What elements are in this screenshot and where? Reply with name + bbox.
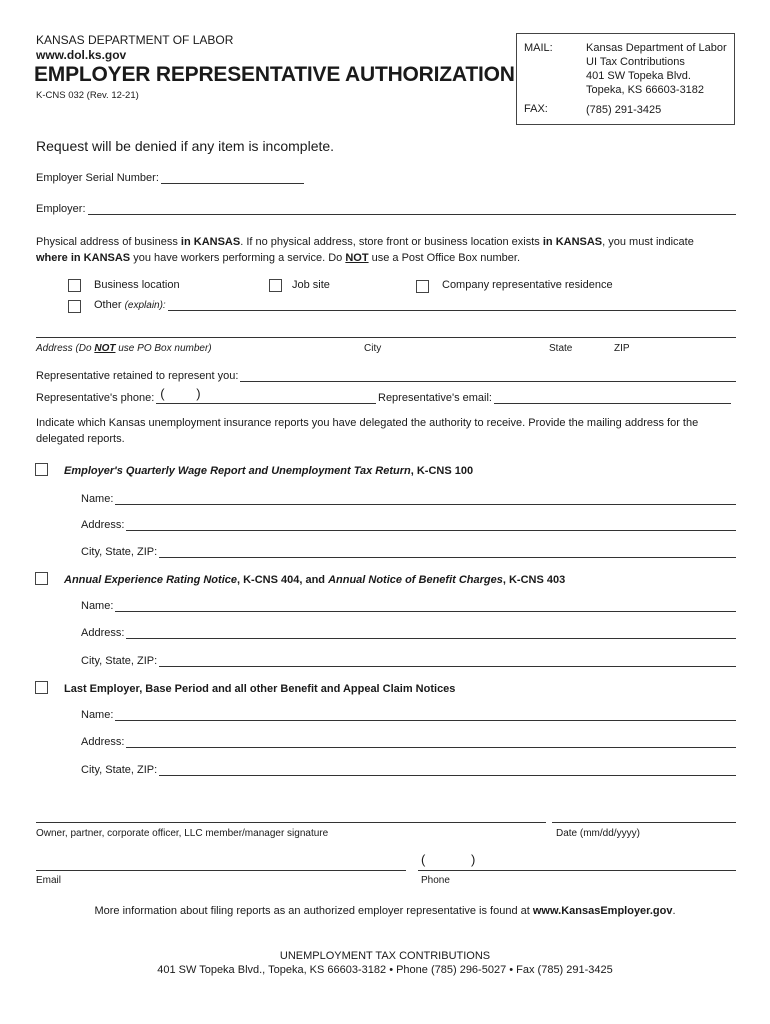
mail-box: [516, 33, 735, 125]
rep-phone-input-line[interactable]: ( ): [156, 392, 376, 404]
business-location-label: Business location: [94, 279, 180, 291]
s1-city-row: City, State, ZIP:: [81, 546, 736, 558]
representative-input-line[interactable]: [240, 370, 736, 382]
s2-city-row: City, State, ZIP:: [81, 655, 736, 667]
physical-address-instructions: Physical address of business in KANSAS. If no physical address, store front or business location exists in KANSAS, you must indicate where in KANSAS you have workers performing a service. Do NOT use a Post Office Box number.: [36, 236, 694, 264]
s3-address-row: Address:: [81, 736, 736, 748]
serial-row: [36, 172, 304, 184]
rep-phone-row: [36, 386, 376, 404]
s2-city-input-line[interactable]: [159, 655, 736, 667]
s1-name-input-line[interactable]: [115, 493, 736, 505]
s2-name-input-line[interactable]: [115, 600, 736, 612]
delegation-instructions: Indicate which Kansas unemployment insurance reports you have delegated the authority to receive. Provide the mailing address for the delegated reports.: [36, 417, 699, 445]
employer-label: Employer:: [36, 203, 86, 215]
phone-caption: Phone: [421, 875, 450, 886]
s1-address-input-line[interactable]: [126, 519, 736, 531]
employer-row: [36, 203, 736, 215]
date-input-line[interactable]: [552, 822, 736, 823]
kansas-employer-link[interactable]: www.KansasEmployer.gov: [532, 905, 673, 917]
fax-label: FAX:: [524, 103, 548, 115]
quarterly-wage-report-checkbox[interactable]: [35, 463, 48, 476]
job-site-label: Job site: [292, 279, 330, 291]
business-location-checkbox[interactable]: [68, 279, 81, 292]
explain-label: (explain):: [124, 300, 166, 311]
state-caption: State: [549, 343, 573, 354]
footer-contact: 401 SW Topeka Blvd., Topeka, KS 66603-3182 • Phone (785) 296-5027 • Fax (785) 291-3425: [157, 964, 613, 976]
zip-caption: ZIP: [614, 343, 630, 354]
employer-input-line[interactable]: [88, 203, 736, 215]
job-site-checkbox[interactable]: [269, 279, 282, 292]
s2-name-row: Name:: [81, 600, 736, 612]
signature-input-line[interactable]: [36, 822, 546, 823]
fax-number: (785) 291-3425: [586, 104, 662, 116]
mail-line-4: Topeka, KS 66603-3182: [586, 84, 705, 96]
other-label: Other: [94, 299, 122, 311]
rep-phone-label: Representative's phone:: [36, 392, 155, 404]
phone-input-line[interactable]: [418, 870, 736, 871]
representative-label: Representative retained to represent you:: [36, 370, 239, 382]
incomplete-warning: Request will be denied if any item is incomplete.: [36, 138, 335, 154]
residence-checkbox[interactable]: [416, 280, 429, 293]
other-explain-input-line[interactable]: [168, 299, 736, 311]
residence-label: Company representative residence: [442, 279, 613, 291]
s3-city-row: City, State, ZIP:: [81, 764, 736, 776]
s2-address-row: Address:: [81, 627, 736, 639]
agency-website: www.dol.ks.gov: [36, 48, 127, 62]
experience-rating-title: Annual Experience Rating Notice, K-CNS 404, and Annual Notice of Benefit Charges, K-CNS 403: [64, 574, 566, 586]
s1-address-row: Address:: [81, 519, 736, 531]
mail-label: MAIL:: [524, 42, 553, 54]
address-caption: Address (Do NOT use PO Box number): [36, 343, 212, 354]
serial-input-line[interactable]: [161, 172, 304, 184]
other-row: [94, 299, 736, 311]
phone-area-close-paren: ): [471, 852, 476, 867]
email-input-line[interactable]: [36, 870, 406, 871]
phone-area-open-paren: (: [421, 852, 426, 867]
email-caption: Email: [36, 875, 62, 886]
mail-line-3: 401 SW Topeka Blvd.: [586, 70, 691, 82]
benefit-claim-notices-title: Last Employer, Base Period and all other Benefit and Appeal Claim Notices: [64, 683, 456, 695]
other-checkbox[interactable]: [68, 300, 81, 313]
form-number: K-CNS 032 (Rev. 12-21): [36, 90, 139, 101]
s1-city-input-line[interactable]: [159, 546, 736, 558]
form-title: EMPLOYER REPRESENTATIVE AUTHORIZATION: [34, 63, 515, 86]
signature-caption: Owner, partner, corporate officer, LLC member/manager signature: [36, 828, 329, 839]
s3-name-row: Name:: [81, 709, 736, 721]
mail-line-1: Kansas Department of Labor: [586, 42, 727, 54]
footer-division: UNEMPLOYMENT TAX CONTRIBUTIONS: [279, 950, 491, 962]
experience-rating-checkbox[interactable]: [35, 572, 48, 585]
s1-name-row: Name:: [81, 493, 736, 505]
quarterly-wage-report-title: Employer's Quarterly Wage Report and Unemployment Tax Return, K-CNS 100: [64, 465, 474, 477]
mail-line-2: UI Tax Contributions: [586, 56, 685, 68]
benefit-claim-notices-checkbox[interactable]: [35, 681, 48, 694]
s2-address-input-line[interactable]: [126, 627, 736, 639]
date-caption: Date (mm/dd/yyyy): [556, 828, 640, 839]
serial-label: Employer Serial Number:: [36, 172, 159, 184]
city-caption: City: [364, 343, 382, 354]
representative-row: [36, 370, 736, 382]
s3-city-input-line[interactable]: [159, 764, 736, 776]
rep-email-label: Representative's email:: [378, 392, 492, 404]
s3-name-input-line[interactable]: [115, 709, 736, 721]
more-info-text: More information about filing reports as an authorized employer representative is found at www.KansasEmployer.gov.: [94, 905, 676, 917]
rep-email-input-line[interactable]: [494, 392, 731, 404]
rep-email-row: [378, 392, 731, 404]
s3-address-input-line[interactable]: [126, 736, 736, 748]
address-input-line[interactable]: [36, 337, 736, 338]
agency-name: KANSAS DEPARTMENT OF LABOR: [36, 33, 234, 47]
